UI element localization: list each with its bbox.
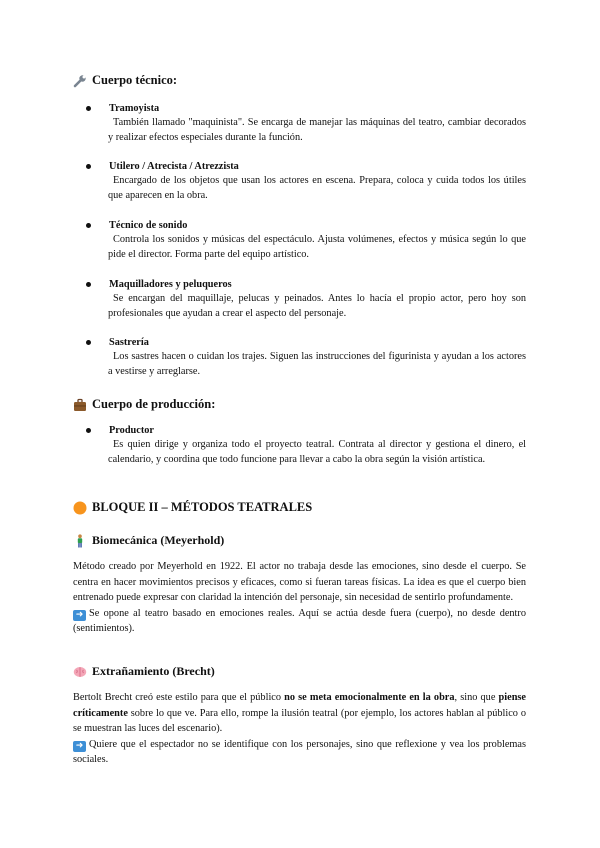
heading-extranamiento [73,664,215,679]
paragraph-biomecanica [73,559,526,637]
heading-text: BLOQUE II – MÉTODOS TEATRALES [92,500,313,514]
item-description: Los sastres hacen o cuidan los trajes. Siguen las instrucciones del figurinista y ayudan a los actores a vestirse y arreglarse. [108,351,526,377]
heading-text: Cuerpo técnico: [92,73,178,87]
bold-text: no se meta emocionalmente en la obra [284,692,455,703]
heading-text: Biomecánica (Meyerhold) [92,533,225,547]
heading-text: Cuerpo de producción: [92,397,216,411]
heading-cuerpo-tecnico [73,73,177,88]
item-description: Encargado de los objetos que usan los actores en escena. Prepara, coloca y cuida todos los útiles que aparecen en la obra. [108,175,526,201]
right-arrow-icon: ➜ [73,741,86,752]
wrench-icon [73,74,87,88]
right-arrow-icon: ➜ [73,610,86,621]
person-standing-icon [73,534,87,548]
item-title: Tramoyista [109,103,160,114]
briefcase-icon [73,398,87,412]
item-title: Utilero / Atrecista / Atrezzista [109,161,239,172]
bullet [86,282,91,287]
paragraph-text: Método creado por Meyerhold en 1922. El actor no trabaja desde las emociones, sino desde el cuerpo. Se centra en hacer movimientos precisos y eficaces, como si fueran tareas físicas. La idea es que el cuerpo bien entrenado puede expresar con claridad la intención del personaje, sin necesidad de sentirlo profundamente. [73,561,526,603]
paragraph-text: Bertolt Brecht creó este estilo para que el público [73,692,285,703]
bullet [86,340,91,345]
item-description: Controla los sonidos y músicas del espectáculo. Ajusta volúmenes, efectos y música según lo que pide el director. Forma parte del equipo artístico. [108,234,526,260]
paragraph-text: , sino que [454,692,499,703]
item-title: Sastrería [109,337,149,348]
paragraph-extranamiento [73,690,526,768]
brain-icon [73,665,87,679]
item-title: Maquilladores y peluqueros [109,279,232,290]
orange-circle-icon [73,501,87,515]
item-description: También llamado "maquinista". Se encarga de manejar las máquinas del teatro, cambiar decorados y realizar efectos especiales durante la función. [108,117,526,143]
item-description: Se encargan del maquillaje, pelucas y peinados. Antes lo hacía el propio actor, pero hoy son profesionales que ayudan a crear el aspecto del personaje. [108,293,526,319]
paragraph-text: sobre lo que ve. Para ello, rompe la ilusión teatral (por ejemplo, los actores hablan al público o se muestran las luces del escenario). [73,707,526,734]
paragraph-text: Quiere que el espectador no se identifique con los personajes, sino que reflexione y vea los problemas sociales. [73,738,526,765]
heading-text: Extrañamiento (Brecht) [92,664,215,678]
heading-cuerpo-produccion [73,397,215,412]
item-title: Productor [109,425,154,436]
item-description: Es quien dirige y organiza todo el proyecto teatral. Contrata al director y gestiona el dinero, el calendario, y coordina que todo funcione para llevar a cabo la obra según la visión artística. [108,439,526,465]
paragraph-text: Se opone al teatro basado en emociones reales. Aquí se actúa desde fuera (cuerpo), no desde dentro (sentimientos). [73,607,526,634]
bullet [86,223,91,228]
heading-biomecanica [73,533,224,548]
heading-bloque-ii [73,500,312,515]
bullet [86,106,91,111]
bullet [86,164,91,169]
item-title: Técnico de sonido [109,220,188,231]
bold-text: piense críticamente [73,692,526,719]
bullet [86,428,91,433]
